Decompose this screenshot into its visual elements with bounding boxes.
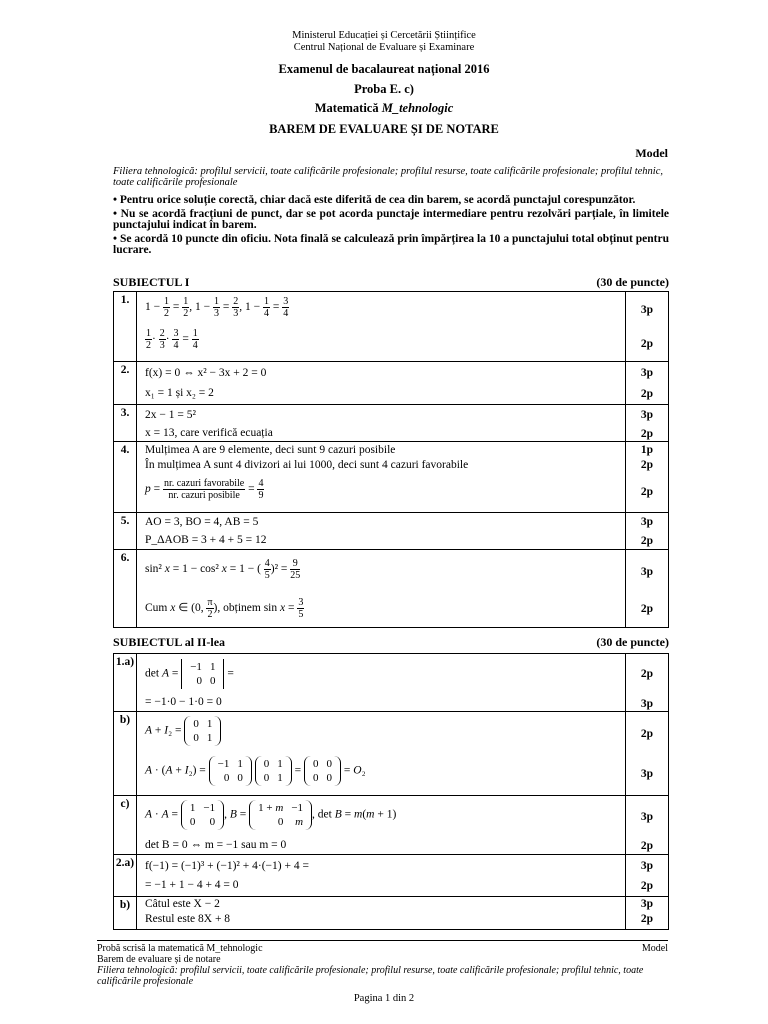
item-points: 2p 3p <box>626 654 669 712</box>
rules-list <box>113 195 669 259</box>
table-row <box>114 796 669 855</box>
item-number: 5. <box>114 513 137 550</box>
subiect2-table <box>113 653 669 930</box>
item-content: det A = −1 1 0 0 = = −1·0 − 1·0 = 0 <box>137 654 626 712</box>
center-name: Centrul Național de Evaluare și Examinare <box>293 42 475 53</box>
item-content: f(x) = 0 ⇔ x² − 3x + 2 = 0 x₁ = 1 și x₂ = 2 <box>137 362 626 405</box>
item-points: 3p 2p <box>626 513 669 550</box>
subiect1-points: (30 de puncte) <box>596 275 669 289</box>
item-number: 3. <box>114 405 137 442</box>
subiect2-title: SUBIECTUL al II-lea <box>113 635 226 649</box>
footer-line1: Probă scrisă la matematică M_tehnologic <box>97 943 263 954</box>
item-content: Mulțimea A are 9 elemente, deci sunt 9 cazuri posibile În mulțimea A sunt 4 divizori ai lui 1000, deci sunt 4 cazuri favorabile p = $\frac{\text{nr. cazuri favorabile}}{\text{nr. cazuri posibile}}$ = $\frac{4}{9}$ <box>137 442 626 513</box>
item-points: 3p 2p <box>626 405 669 442</box>
subiect1-table <box>113 291 669 628</box>
item-number: b) <box>114 712 137 796</box>
table-row <box>114 513 669 550</box>
item-points: 3p 2p <box>626 362 669 405</box>
subject-title: Matematică M_tehnologic <box>314 101 454 115</box>
rule-item: • Se acordă 10 puncte din oficiu. Nota finală se calculează prin împărțirea la 10 a punctajului total obținut pentru lucrare. <box>113 232 669 256</box>
table-row <box>114 855 669 897</box>
subiect1-heading <box>113 275 669 290</box>
rule-item: • Nu se acordă fracțiuni de punct, dar se pot acorda punctaje intermediare pentru rezolvări parțiale, în limitele punctajului indicat în barem. <box>113 207 669 231</box>
item-content: f(−1) = (−1)³ + (−1)² + 4·(−1) + 4 = = −1 + 1 − 4 + 4 = 0 <box>137 855 626 897</box>
item-number: 4. <box>114 442 137 513</box>
model-label: Model <box>635 146 668 160</box>
item-points: 3p 2p <box>626 550 669 628</box>
item-content: Câtul este X − 2 Restul este 8X + 8 <box>137 897 626 930</box>
footer <box>97 940 668 987</box>
item-number: b) <box>114 897 137 930</box>
table-row <box>114 405 669 442</box>
item-points: 3p 2p <box>626 796 669 855</box>
footer-model: Model <box>641 943 668 954</box>
item-content: AO = 3, BO = 4, AB = 5 P_ΔAOB = 3 + 4 + 5 = 12 <box>137 513 626 550</box>
item-content: sin² x = 1 − cos² x = 1 − ( $\frac{4}{5}$ )² = $\frac{9}{25}$ Cum x ∈ (0, $\frac{\pi}{2}$ ), obținem sin x = $\frac{3}{5}$ <box>137 550 626 628</box>
table-row <box>114 897 669 930</box>
item-number: 1.a) <box>114 654 137 712</box>
item-content: A + I₂ = 0 1 0 1 A · (A + I₂) = −1 1 0 0 0 1 0 1 = 0 0 0 0 = O₂ <box>137 712 626 796</box>
exam-title: Examenul de bacalaureat național 2016 <box>278 62 490 76</box>
item-points: 3p 2p <box>626 855 669 897</box>
subiect2-points: (30 de puncte) <box>596 635 669 649</box>
table-row <box>114 550 669 628</box>
table-row <box>114 442 669 513</box>
table-row <box>114 712 669 796</box>
table-row <box>114 362 669 405</box>
ministry-name: Ministerul Educației și Cercetării Științifice <box>292 30 476 41</box>
subiect2-heading <box>113 635 669 650</box>
header <box>0 30 768 54</box>
rule-item: • Pentru orice soluție corectă, chiar dacă este diferită de cea din barem, se acordă punctajul corespunzător. <box>113 194 636 206</box>
item-number: 2.a) <box>114 855 137 897</box>
item-points: 3p 2p <box>626 292 669 362</box>
item-points: 3p 2p <box>626 897 669 930</box>
subiect1-title: SUBIECTUL I <box>113 275 190 289</box>
table-row <box>114 654 669 712</box>
item-content: 1 − $\frac{1}{2}$ = $\frac{1}{2}$ , 1 − $\frac{1}{3}$ = $\frac{2}{3}$ , 1 − $\frac{1}{4}$ = $\frac{3}{4}$ $\frac{1}{2}$ · $\frac{2}{3}$ · $\frac{3}{4}$ = $\frac{1}{4}$ <box>137 292 626 362</box>
item-number: 1. <box>114 292 137 362</box>
item-number: c) <box>114 796 137 855</box>
item-number: 2. <box>114 362 137 405</box>
item-content: A · A = 1 −1 0 0, B = 1 + m −1 0 m, det B = m(m + 1) det B = 0 ⇔ m = −1 sau m = 0 <box>137 796 626 855</box>
barem-title: BAREM DE EVALUARE ȘI DE NOTARE <box>269 122 499 136</box>
filiera-text: Filiera tehnologică: profilul servicii, toate calificările profesionale; profilul resurse, toate calificările profesionale; profilul tehnic, toate calificările profesionale <box>113 166 663 188</box>
footer-line2: Barem de evaluare și de notare <box>97 954 221 965</box>
table-row <box>114 292 669 362</box>
item-points: 2p 3p <box>626 712 669 796</box>
proba-title: Proba E. c) <box>354 82 414 96</box>
item-number: 6. <box>114 550 137 628</box>
footer-line3: Filiera tehnologică: profilul servicii, toate calificările profesionale; profilul resurse, toate calificările profesionale; profilul tehnic, toate calificările profesionale <box>97 965 644 987</box>
item-points: 1p 2p 2p <box>626 442 669 513</box>
item-content: 2x − 1 = 5² x = 13, care verifică ecuația <box>137 405 626 442</box>
page-number: Pagina 1 din 2 <box>353 993 415 1004</box>
